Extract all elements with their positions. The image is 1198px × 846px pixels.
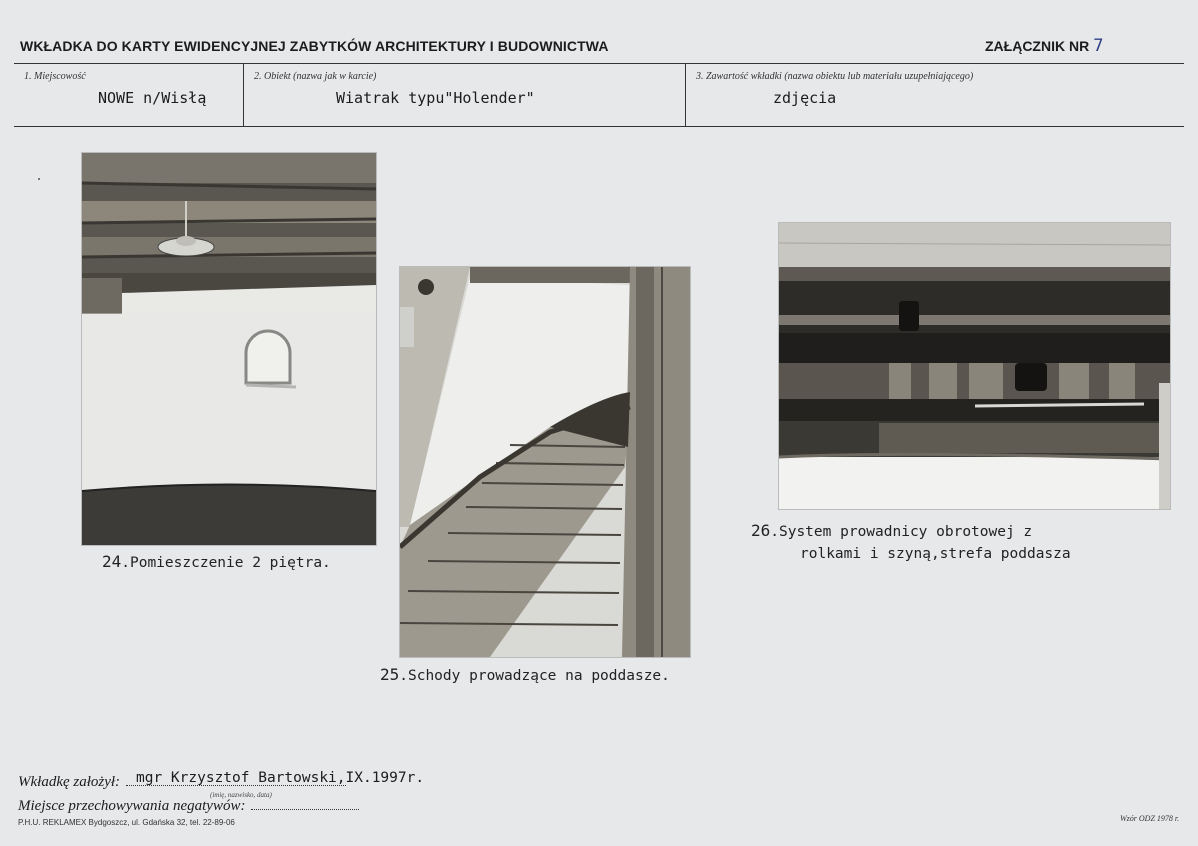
field-contents [685,64,1185,126]
author-line [18,770,425,791]
negatives-line [18,798,359,815]
field-contents-value: zdjęcia [773,89,837,107]
printer-imprint: P.H.U. REKLAMEX Bydgoszcz, ul. Gdańska 32, tel. 22-89-06 [18,818,235,827]
form-pattern: Wzór ODZ 1978 r. [1120,814,1180,823]
photo-room-second-floor [82,153,376,545]
photo-25-caption [380,665,670,684]
header-fields-table [14,63,1184,127]
author-hint: (imię, nazwisko, data) [210,791,272,799]
field-locality-value: NOWE n/Wisłą [98,89,207,107]
field-object [243,64,685,126]
author-label: Wkładkę założył: [18,774,121,790]
photo-24-number: 24 [102,552,122,571]
attachment-number-value: 7 [1093,36,1104,56]
field-contents-label: 3. Zawartość wkładki (nazwa obiektu lub materiału uzupełniającego) [696,71,974,82]
photo-26-caption-line2: rolkami i szyną,strefa poddasza [800,546,1071,562]
stray-mark [38,178,40,180]
photo-26-caption-line1 [751,521,1032,540]
photo-25-number: 25 [380,665,400,684]
attachment-number [985,36,1103,56]
field-object-value: Wiatrak typu"Holender" [336,89,535,107]
photo-stairs-to-attic [400,267,690,657]
photo-24-caption-text: .Pomieszczenie 2 piętra. [121,555,331,571]
photo-25-caption-text: .Schody prowadzące na poddasze. [399,668,670,684]
field-locality-label: 1. Miejscowość [24,71,86,82]
photo-26-number: 26 [751,521,771,540]
photo-24-caption [102,552,331,571]
negatives-dotted-line [251,809,359,810]
form-title: WKŁADKA DO KARTY EWIDENCYJNEJ ZABYTKÓW ARCHITEKTURY I BUDOWNICTWA [20,38,609,54]
author-value: mgr Krzysztof Bartowski,IX.1997r. [136,770,425,786]
negatives-label: Miejsce przechowywania negatywów: [18,798,246,814]
field-object-label: 2. Obiekt (nazwa jak w karcie) [254,71,377,82]
photo-rotation-guide-system [779,223,1170,509]
attachment-label: ZAŁĄCZNIK NR [985,38,1090,54]
photo-26-caption-text-1: .System prowadnicy obrotowej z [770,524,1033,540]
field-locality [14,64,242,126]
